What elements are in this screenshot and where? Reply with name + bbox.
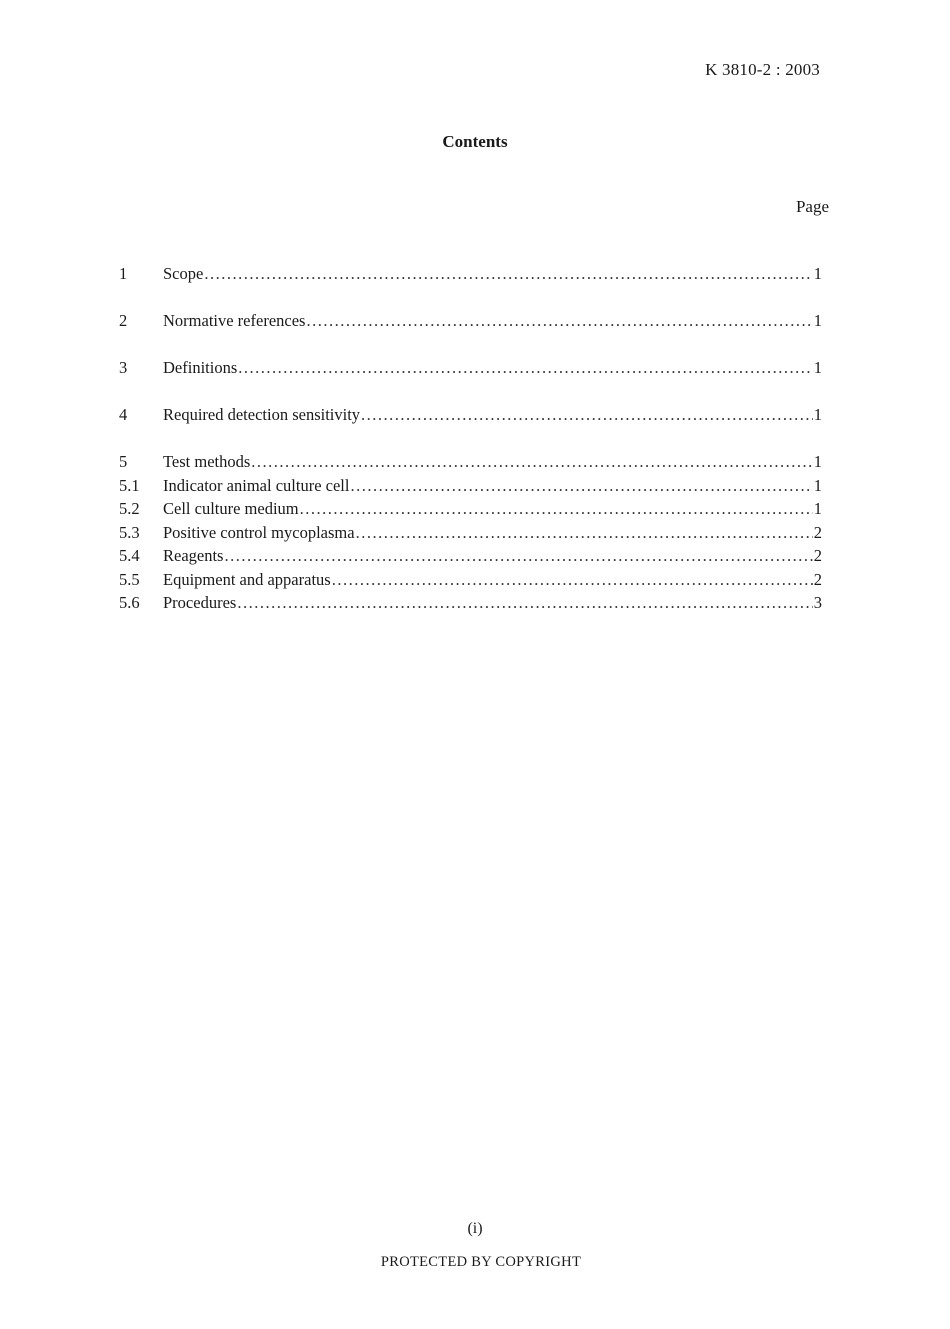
toc-entry-title: Scope	[163, 264, 204, 283]
toc-entry-number: 5.5	[119, 569, 140, 589]
toc-dot-leader	[300, 497, 813, 521]
toc-dot-leader	[251, 450, 812, 474]
toc-entry-page: 2	[813, 569, 822, 589]
toc-entry-page: 2	[813, 522, 822, 542]
toc-entry-number: 3	[119, 358, 128, 377]
toc-entry-page: 1	[813, 452, 822, 471]
toc-entry-page: 1	[813, 264, 822, 283]
page-column-label: Page	[795, 197, 829, 216]
toc-entry-page: 1	[813, 499, 822, 518]
toc-entry-number: 1	[119, 264, 128, 283]
toc-entry-title: Reagents	[163, 546, 224, 565]
toc-entry-2	[119, 309, 822, 333]
toc-entry-title: Normative references	[163, 311, 306, 330]
toc-entry-number: 5.4	[119, 546, 140, 565]
copyright-notice: PROTECTED BY COPYRIGHT	[380, 1254, 582, 1270]
toc-entry-title: Test methods	[163, 452, 251, 471]
toc-entry-title: Cell culture medium	[163, 499, 299, 518]
toc-dot-leader	[332, 568, 813, 592]
toc-entry-number: 4	[119, 405, 128, 424]
toc-entry-4	[119, 403, 822, 427]
toc-entry-5-3	[119, 521, 822, 545]
toc-entry-5-1	[119, 474, 822, 498]
toc-entry-number: 5.1	[119, 475, 140, 495]
toc-entry-1	[119, 262, 822, 286]
toc-entry-title: Definitions	[163, 358, 238, 377]
toc-entry-page: 2	[813, 546, 822, 565]
toc-entry-5-4	[119, 544, 822, 568]
toc-entry-page: 3	[813, 593, 822, 612]
toc-entry-3	[119, 356, 822, 380]
toc-entry-title: Required detection sensitivity	[163, 405, 361, 424]
toc-entry-number: 2	[119, 311, 128, 330]
toc-entry-number: 5.2	[119, 499, 140, 518]
toc-entry-page: 1	[813, 405, 822, 424]
toc-entry-page: 1	[813, 311, 822, 330]
toc-entry-5-2	[119, 497, 822, 521]
toc-entry-number: 5.6	[119, 593, 140, 612]
toc-entry-title: Equipment and apparatus	[163, 569, 331, 589]
toc-dot-leader	[356, 521, 813, 545]
toc-entry-title: Procedures	[163, 593, 237, 612]
toc-entry-number: 5.3	[119, 522, 140, 542]
document-id: K 3810-2 : 2003	[705, 60, 820, 79]
toc-dot-leader	[238, 356, 813, 380]
toc-dot-leader	[361, 403, 813, 427]
table-of-contents	[119, 262, 822, 615]
toc-entry-title: Indicator animal culture cell	[163, 475, 350, 495]
toc-dot-leader	[204, 262, 812, 286]
toc-entry-5	[119, 450, 822, 474]
toc-entry-page: 1	[813, 475, 822, 495]
toc-dot-leader	[237, 591, 812, 615]
page-number: (i)	[467, 1220, 483, 1237]
toc-entry-number: 5	[119, 452, 128, 471]
toc-entry-5-6	[119, 591, 822, 615]
toc-dot-leader	[350, 474, 812, 498]
toc-entry-page: 1	[813, 358, 822, 377]
toc-entry-title: Positive control mycoplasma	[163, 522, 355, 542]
contents-title: Contents	[442, 132, 508, 151]
toc-entry-5-5	[119, 568, 822, 592]
toc-dot-leader	[224, 544, 812, 568]
toc-dot-leader	[306, 309, 812, 333]
